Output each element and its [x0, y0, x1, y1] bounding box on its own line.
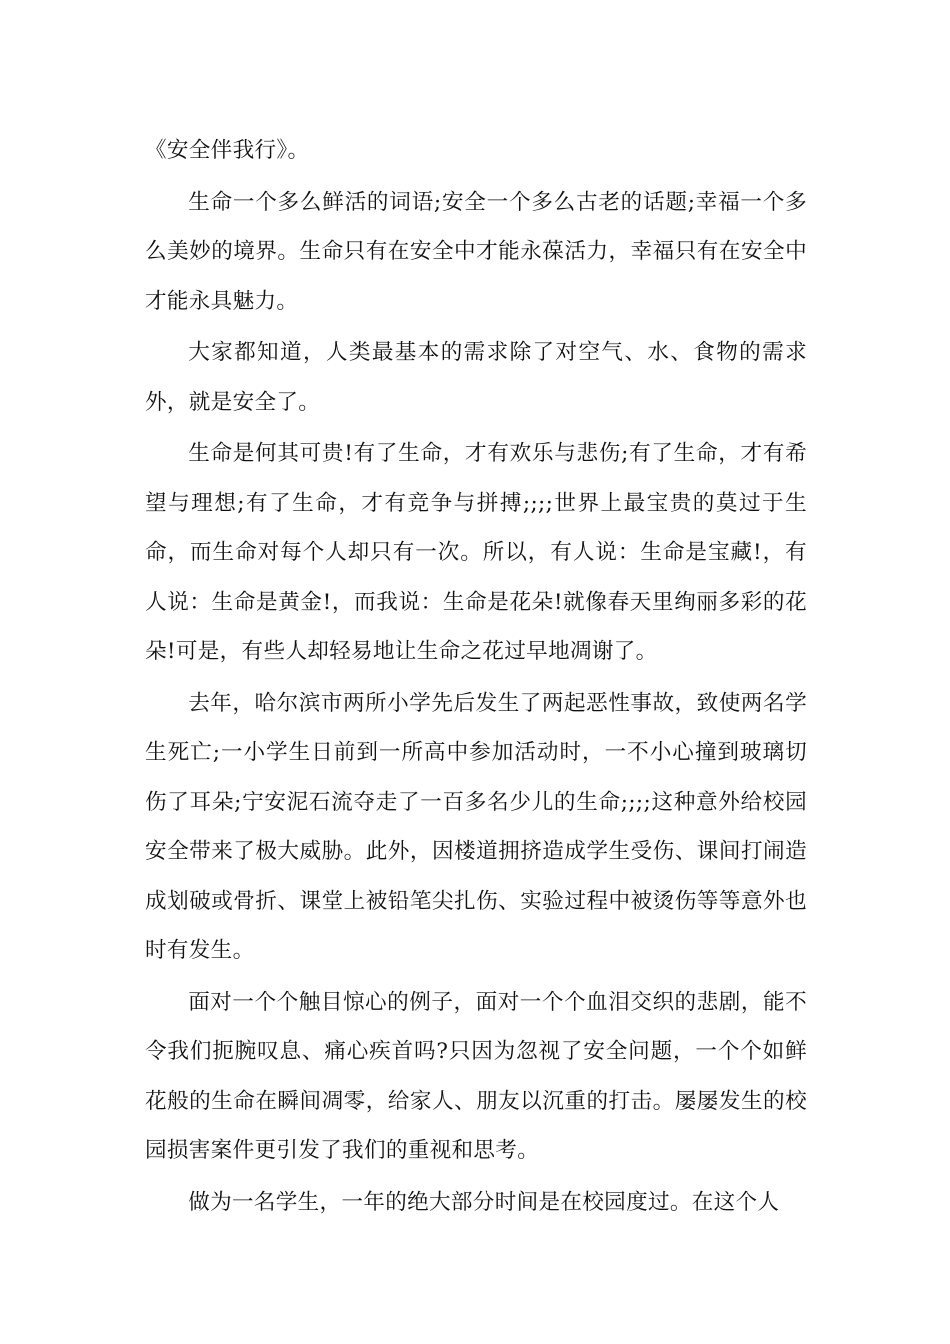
- document-body: [145, 126, 807, 1229]
- paragraph: 做为一名学生，一年的绝大部分时间是在校园度过。在这个人: [188, 1189, 780, 1215]
- paragraph: 生命一个多么鲜活的词语;安全一个多么古老的话题;幸福一个多么美妙的境界。生命只有在安全中才能永葆活力，幸福只有在安全中才能永具魅力。: [145, 189, 807, 314]
- paragraph-title: 《安全伴我行》。: [145, 138, 310, 163]
- paragraph: 大家都知道，人类最基本的需求除了对空气、水、食物的需求外，就是安全了。: [145, 340, 807, 415]
- paragraph: 去年，哈尔滨市两所小学先后发生了两起恶性事故，致使两名学生死亡;一小学生日前到一所高中参加活动时，一不小心撞到玻璃切伤了耳朵;宁安泥石流夺走了一百多名少儿的生命;;;;这种意外给校园安全带来了极大威胁。此外，因楼道拥挤造成学生受伤、课间打闹造成划破或骨折、课堂上被铅笔尖扎伤、实验过程中被烫伤等等意外也时有发生。: [145, 690, 807, 963]
- paragraph: 面对一个个触目惊心的例子，面对一个个血泪交织的悲剧，能不令我们扼腕叹息、痛心疾首吗?只因为忽视了安全问题，一个个如鲜花般的生命在瞬间凋零，给家人、朋友以沉重的打击。屡屡发生的校园损害案件更引发了我们的重视和思考。: [145, 989, 807, 1163]
- paragraph: 生命是何其可贵!有了生命，才有欢乐与悲伤;有了生命，才有希望与理想;有了生命，才有竞争与拼搏;;;;世界上最宝贵的莫过于生命，而生命对每个人却只有一次。所以，有人说：生命是宝藏!，有人说：生命是黄金!，而我说：生命是花朵!就像春天里绚丽多彩的花朵!可是，有些人却轻易地让生命之花过早地凋谢了。: [145, 441, 807, 664]
